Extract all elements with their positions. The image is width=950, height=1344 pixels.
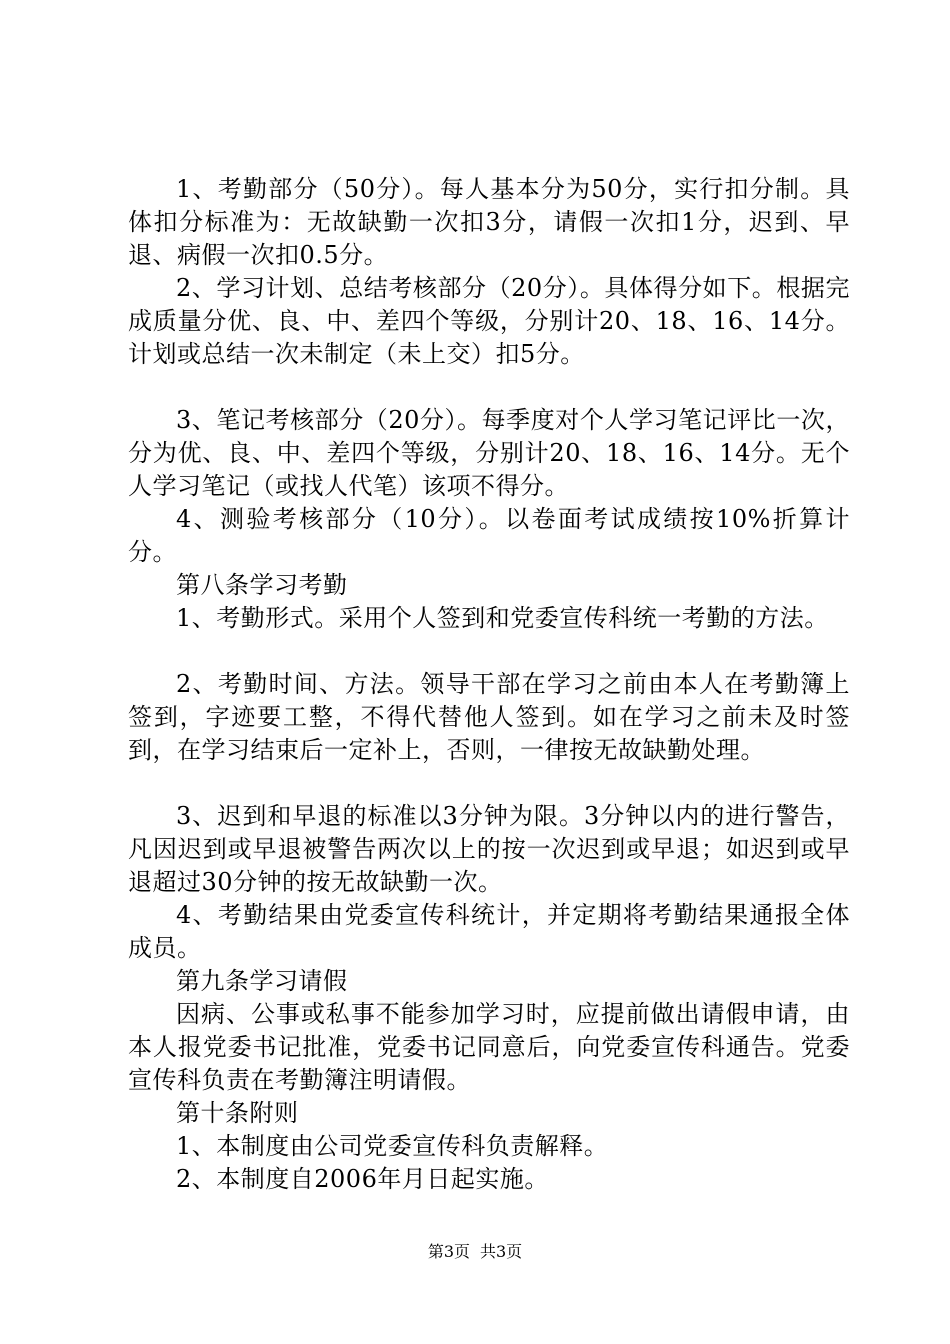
- document-body: [128, 173, 850, 1196]
- paragraph-interpretation: 1、本制度由公司党委宣传科负责解释。: [176, 1132, 609, 1160]
- section-heading-article-9: 第九条学习请假: [176, 967, 348, 995]
- page-number: 第3页: [427, 1242, 470, 1261]
- paragraph-attendance-method: 2、考勤时间、方法。领导干部在学习之前由本人在考勤簿上签到，字迹要工整，不得代替他人签到。如在学习之前未及时签到，在学习结束后一定补上，否则，一律按无故缺勤处理。: [128, 670, 850, 764]
- paragraph-test-score: 4、测验考核部分（10分）。以卷面考试成绩按10%折算计分。: [128, 505, 850, 566]
- paragraph-attendance-result: 4、考勤结果由党委宣传科统计，并定期将考勤结果通报全体成员。: [128, 901, 850, 962]
- paragraph-late-early-standard: 3、迟到和早退的标准以3分钟为限。3分钟以内的进行警告，凡因迟到或早退被警告两次以上的按一次迟到或早退；如迟到或早退超过30分钟的按无故缺勤一次。: [128, 802, 850, 896]
- page-total: 共3页: [480, 1242, 523, 1261]
- paragraph-attendance-form: 1、考勤形式。采用个人签到和党委宣传科统一考勤的方法。: [176, 604, 829, 632]
- paragraph-notes-score: 3、笔记考核部分（20分）。每季度对个人学习笔记评比一次，分为优、良、中、差四个等级，分别计20、18、16、14分。无个人学习笔记（或找人代笔）该项不得分。: [128, 406, 850, 500]
- paragraph-effective-date: 2、本制度自2006年月日起实施。: [176, 1165, 549, 1193]
- paragraph-plan-summary-score: 2、学习计划、总结考核部分（20分）。具体得分如下。根据完成质量分优、良、中、差四个等级，分别计20、18、16、14分。计划或总结一次未制定（未上交）扣5分。: [128, 274, 850, 368]
- paragraph-leave-request: 因病、公事或私事不能参加学习时，应提前做出请假申请，由本人报党委书记批准，党委书记同意后，向党委宣传科通告。党委宣传科负责在考勤簿注明请假。: [128, 1000, 850, 1094]
- paragraph-attendance-score: 1、考勤部分（50分）。每人基本分为50分，实行扣分制。具体扣分标准为：无故缺勤一次扣3分，请假一次扣1分，迟到、早退、病假一次扣0.5分。: [128, 175, 850, 269]
- section-heading-article-10: 第十条附则: [176, 1099, 299, 1127]
- page-footer: [0, 1242, 950, 1262]
- section-heading-article-8: 第八条学习考勤: [176, 571, 348, 599]
